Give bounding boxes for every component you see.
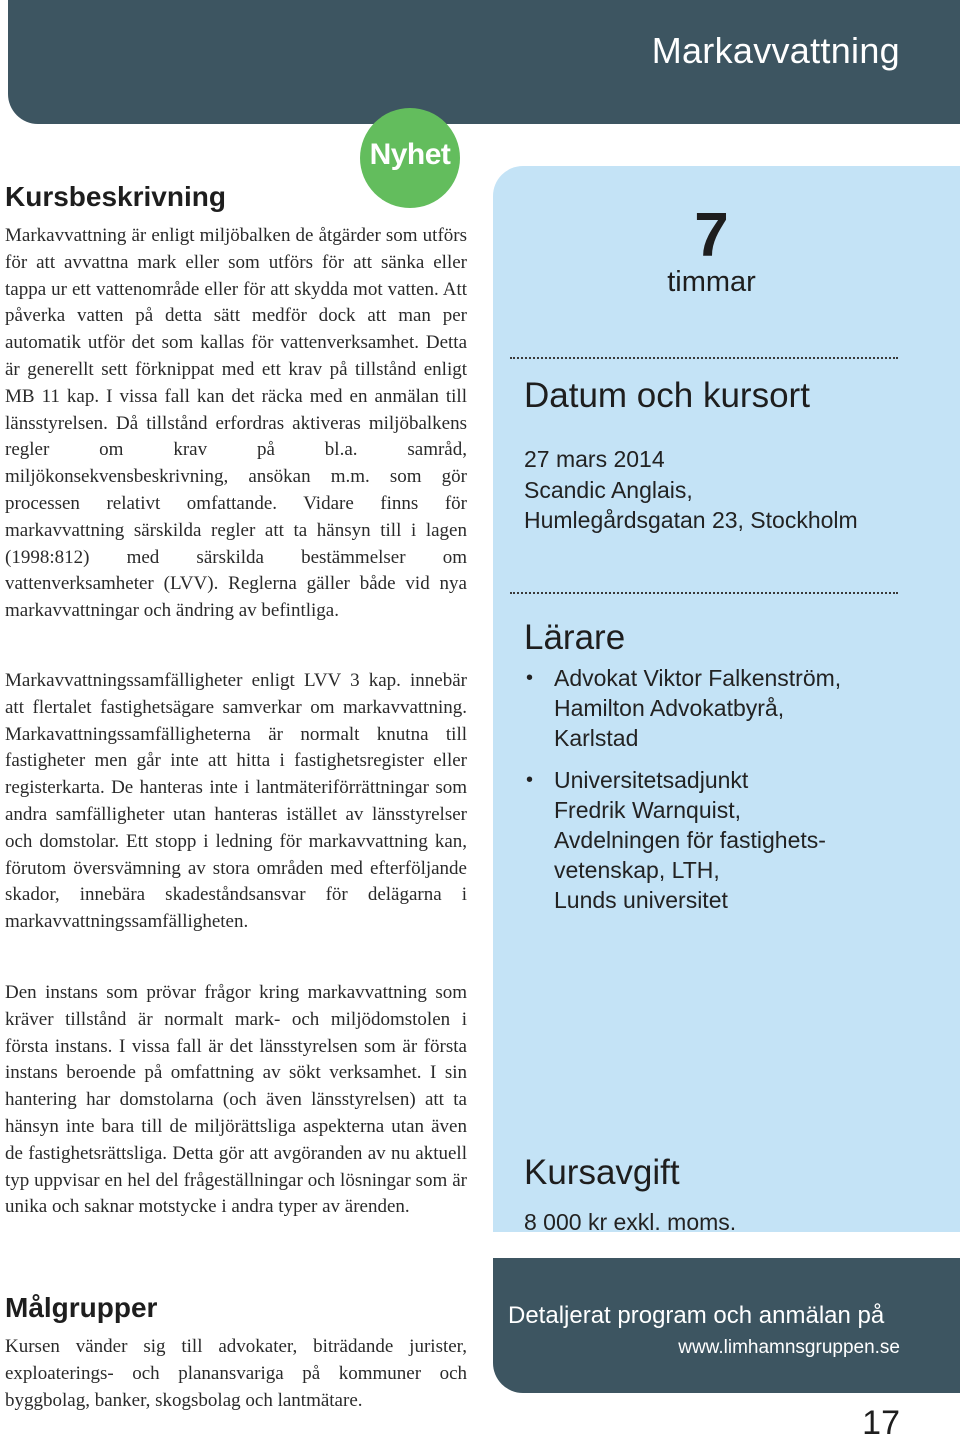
teacher-line: Universitetsadjunkt bbox=[554, 767, 749, 793]
datum-heading: Datum och kursort bbox=[524, 376, 810, 415]
course-hours-unit: timmar bbox=[667, 266, 756, 298]
page-title: Markavvattning bbox=[651, 30, 900, 71]
divider bbox=[510, 357, 898, 359]
teacher-line: Avdelningen för fastighets- bbox=[554, 827, 826, 853]
kursbeskrivning-paragraph-3: Den instans som prövar frågor kring markavvattning som kräver tillstånd är normalt mark- och miljödomstolen i första instans. I vissa fall är det länsstyrelsen som är första instans beroende på omfattning av sökt verksamhet. I sin hantering har domstolarna (och även länsstyrelsen) att ta hänsyn inte bara till de miljörättsliga aspekterna utan även de fastighetsrättsliga. Detta gör att avgöranden av nu aktuell typ uppvisar en hel del frågeställningar och lösningar som är unika och saknar motstycke i andra typer av ärenden. bbox=[5, 982, 467, 1218]
kursbeskrivning-paragraph-2: Markavvattningssamfälligheter enligt LVV 3 kap. innebär att flertalet fastighetsägare samverkar om markavvattning. Markavattningssamfälligheterna är normalt knutna till fastigheter men går inte att hitta i fastighetsregister eller registerkarta. De hanteras inte i lantmäteriförrättningar som andra samfälligheter utan hanteras istället av länsstyrelser och domstolar. Ett stopp i ledning för markavvattning kan, förutom översvämning av stora områden med efterföljande skador, innebära skadeståndsansvar för delägarna i markavvattningssamfälligheten. bbox=[5, 670, 467, 933]
datum-details bbox=[524, 444, 858, 536]
footer-url-link[interactable]: www.limhamnsgruppen.se bbox=[678, 1337, 900, 1358]
teacher-line: Advokat Viktor Falkenström, bbox=[554, 665, 842, 691]
kursavgift-text: 8 000 kr exkl. moms. bbox=[524, 1209, 737, 1235]
kursbeskrivning-heading: Kursbeskrivning bbox=[5, 181, 226, 212]
divider bbox=[510, 592, 898, 594]
malgrupper-heading: Målgrupper bbox=[5, 1292, 158, 1323]
kursbeskrivning-paragraph-1: Markavvattning är enligt miljöbalken de åtgärder som utförs för att avvattna mark eller som utförs för att sänka eller tappa ur ett vattenområde eller för att skydda mot vatten. Att påverka vatten på detta sätt medför dock att man per automatik utför det som kallas för vattenverksamhet. Detta är generellt sett förknippat med ett krav på tillstånd enligt MB 11 kap. I vissa fall kan det räcka med en anmälan till länsstyrelsen. Då tillstånd erfordras aktiveras miljöbalkens regler om krav på bl.a. samråd, miljökonsekvensbeskrivning, ansökan m.m. som gör processen relativt omfattande. Vidare finns för markavvattning särskilda regler att ta hänsyn till i lagen (1998:812) med särskilda bestämmelser om vattenverksamheter (LVV). Reglerna gäller både vid nya markavvattningar och ändring av befintliga. bbox=[5, 225, 467, 622]
course-date: 27 mars 2014 bbox=[524, 446, 665, 472]
teacher-line: Lunds universitet bbox=[554, 887, 728, 913]
bullet-icon: • bbox=[526, 667, 534, 689]
course-hours-value: 7 bbox=[694, 201, 729, 270]
teacher-line: Fredrik Warnquist, bbox=[554, 797, 742, 823]
teacher-line: Hamilton Advokatbyrå, bbox=[554, 695, 785, 721]
page-number: 17 bbox=[862, 1404, 900, 1442]
kursavgift-heading: Kursavgift bbox=[524, 1153, 680, 1192]
bullet-icon: • bbox=[526, 769, 534, 791]
teacher-line: vetenskap, LTH, bbox=[554, 857, 720, 883]
course-address: Humlegårdsgatan 23, Stockholm bbox=[524, 507, 858, 533]
malgrupper-text: Kursen vänder sig till advokater, biträdande jurister, exploaterings- och planansvariga på kommuner och byggbolag, banker, skogsbolag och lantmätare. bbox=[5, 1336, 467, 1411]
teacher-line: Karlstad bbox=[554, 725, 639, 751]
footer-text: Detaljerat program och anmälan på bbox=[508, 1302, 885, 1329]
nyhet-badge-label: Nyhet bbox=[369, 138, 451, 171]
larare-heading: Lärare bbox=[524, 618, 626, 657]
course-venue: Scandic Anglais, bbox=[524, 476, 693, 503]
